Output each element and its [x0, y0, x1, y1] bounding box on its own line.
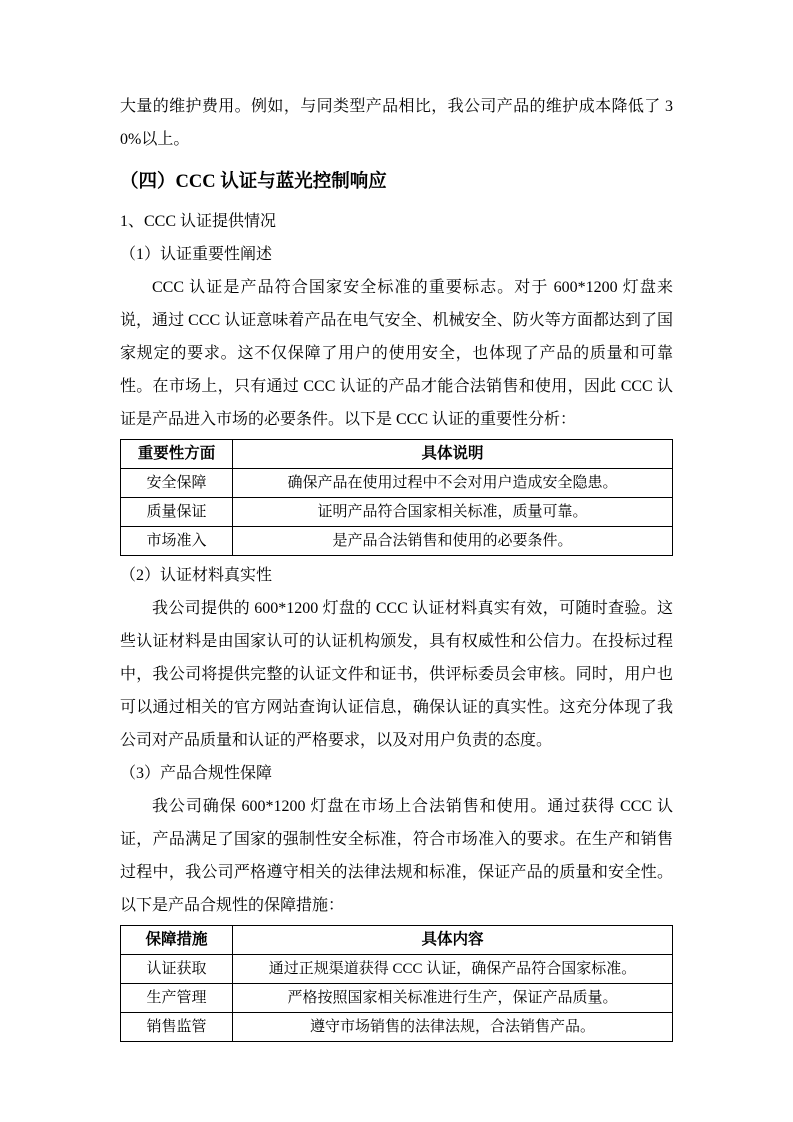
compliance-table-head [121, 926, 673, 955]
table-cell: 通过正规渠道获得 CCC 认证，确保产品符合国家标准。 [233, 955, 673, 984]
compliance-table-body [121, 955, 673, 1042]
table-row [121, 498, 673, 527]
section-heading-ccc-bluelight: （四）CCC 认证与蓝光控制响应 [120, 172, 387, 192]
table-cell: 销售监管 [121, 1013, 233, 1042]
subsection-heading-ccc-provision: 1、CCC 认证提供情况 [120, 213, 277, 230]
table-cell: 证明产品符合国家相关标准，质量可靠。 [233, 498, 673, 527]
table-header-cell: 重要性方面 [121, 440, 233, 469]
table-cell: 安全保障 [121, 469, 233, 498]
table-row [121, 469, 673, 498]
paragraph-product-compliance: 我公司确保 600*1200 灯盘在市场上合法销售和使用。通过获得 CCC 认证，产品满足了国家的强制性安全标准，符合市场准入的要求。在生产和销售过程中，我公司严格遵守相关的法律法规和标准，保证产品的质量和安全性。以下是产品合规性的保障措施： [120, 798, 673, 914]
table-header-cell: 具体说明 [233, 440, 673, 469]
importance-table [120, 439, 673, 556]
table-header-cell: 保障措施 [121, 926, 233, 955]
continued-paragraph: 大量的维护费用。例如，与同类型产品相比，我公司产品的维护成本降低了 30%以上。 [120, 98, 673, 148]
heading-cert-importance: （1）认证重要性阐述 [120, 246, 273, 263]
table-header-row [121, 926, 673, 955]
table-cell: 市场准入 [121, 527, 233, 556]
table-row [121, 527, 673, 556]
table-row [121, 1013, 673, 1042]
table-header-row [121, 440, 673, 469]
compliance-table [120, 925, 673, 1042]
paragraph-cert-materials: 我公司提供的 600*1200 灯盘的 CCC 认证材料真实有效，可随时查验。这些认证材料是由国家认可的认证机构颁发，具有权威性和公信力。在投标过程中，我公司将提供完整的认证文件和证书，供评标委员会审核。同时，用户也可以通过相关的官方网站查询认证信息，确保认证的真实性。这充分体现了我公司对产品质量和认证的严格要求，以及对用户负责的态度。 [120, 600, 673, 749]
table-cell: 认证获取 [121, 955, 233, 984]
heading-cert-materials: （2）认证材料真实性 [120, 567, 273, 584]
table-cell: 是产品合法销售和使用的必要条件。 [233, 527, 673, 556]
table-cell: 质量保证 [121, 498, 233, 527]
table-cell: 严格按照国家相关标准进行生产，保证产品质量。 [233, 984, 673, 1013]
table-cell: 确保产品在使用过程中不会对用户造成安全隐患。 [233, 469, 673, 498]
paragraph-cert-importance: CCC 认证是产品符合国家安全标准的重要标志。对于 600*1200 灯盘来说，通过 CCC 认证意味着产品在电气安全、机械安全、防火等方面都达到了国家规定的要求。这不仅保障了用户的使用安全，也体现了产品的质量和可靠性。在市场上，只有通过 CCC 认证的产品才能合法销售和使用，因此 CCC 认证是产品进入市场的必要条件。以下是 CCC 认证的重要性分析： [120, 279, 673, 428]
importance-table-body [121, 469, 673, 556]
table-row [121, 984, 673, 1013]
importance-table-head [121, 440, 673, 469]
table-row [121, 955, 673, 984]
table-header-cell: 具体内容 [233, 926, 673, 955]
table-cell: 遵守市场销售的法律法规，合法销售产品。 [233, 1013, 673, 1042]
table-cell: 生产管理 [121, 984, 233, 1013]
heading-product-compliance: （3）产品合规性保障 [120, 765, 273, 782]
